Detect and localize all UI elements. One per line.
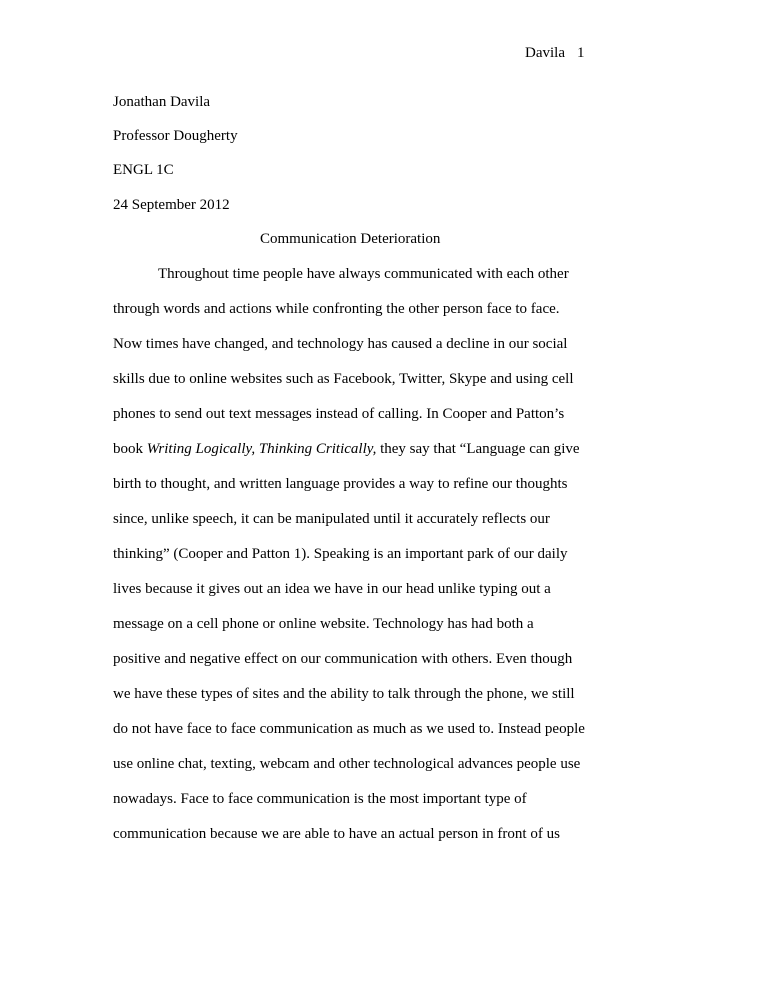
body-line: communication because we are able to have an actual person in front of us (113, 826, 560, 842)
body-line: we have these types of sites and the ability to talk through the phone, we still (113, 686, 575, 702)
book-title: Writing Logically, Thinking Critically, (146, 441, 377, 457)
essay-title: Communication Deterioration (260, 231, 441, 247)
body-line: message on a cell phone or online website. Technology has had both a (113, 616, 534, 632)
body-line: since, unlike speech, it can be manipulated until it accurately reflects our (113, 511, 550, 527)
body-line: positive and negative effect on our communication with others. Even though (113, 651, 573, 667)
essay-date: 24 September 2012 (113, 197, 230, 213)
body-text: book (113, 441, 147, 457)
body-line: through words and actions while confronting the other person face to face. (113, 301, 560, 317)
body-text: they say that “Language can give (376, 441, 580, 457)
body-line: Throughout time people have always communicated with each other (158, 266, 569, 282)
page-number: 1 (576, 45, 585, 61)
body-line: do not have face to face communication as much as we used to. Instead people (113, 721, 585, 737)
body-line: Now times have changed, and technology has caused a decline in our social (113, 336, 568, 352)
body-line: birth to thought, and written language provides a way to refine our thoughts (113, 476, 568, 492)
body-line: lives because it gives out an idea we have in our head unlike typing out a (113, 581, 551, 597)
professor-name: Professor Dougherty (113, 128, 238, 144)
running-header (525, 43, 584, 63)
author-name: Jonathan Davila (113, 94, 211, 110)
body-line: use online chat, texting, webcam and other technological advances people use (113, 756, 581, 772)
header-surname: Davila (525, 45, 565, 61)
body-line: nowadays. Face to face communication is the most important type of (113, 791, 527, 807)
body-line: phones to send out text messages instead of calling. In Cooper and Patton’s (113, 406, 565, 422)
body-line: thinking” (Cooper and Patton 1). Speaking is an important park of our daily (113, 546, 568, 562)
course-name: ENGL 1C (113, 162, 174, 178)
body-line (113, 439, 580, 459)
body-line: skills due to online websites such as Facebook, Twitter, Skype and using cell (113, 371, 574, 387)
